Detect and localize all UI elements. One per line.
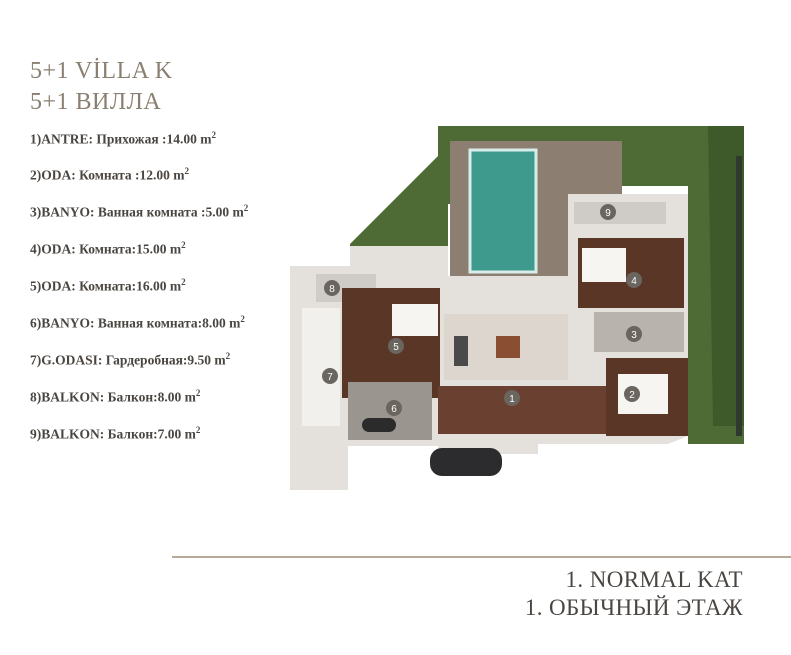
title-line-2: 5+1 ВИЛЛА — [30, 89, 162, 115]
room-item: 6)BANYO: Ванная комната:8.00 $m^2$ — [30, 314, 245, 331]
title-block — [30, 56, 173, 118]
room-marker-6 — [386, 400, 402, 416]
room-marker-2 — [624, 386, 640, 402]
svg-text:9: 9 — [605, 208, 611, 219]
svg-text:1: 1 — [509, 394, 515, 405]
room-marker-9 — [600, 204, 616, 220]
pool — [470, 150, 536, 272]
divider-line — [172, 556, 791, 558]
balcony-9 — [574, 202, 666, 224]
room-item: 1)ANTRE: Прихожая :14.00 $m^2$ — [30, 130, 217, 147]
room-item: 5)ODA: Комната:16.00 $m^2$ — [30, 277, 186, 294]
svg-text:4: 4 — [631, 276, 637, 287]
room-marker-5 — [388, 338, 404, 354]
dining-table — [454, 336, 468, 366]
entrance-1 — [438, 386, 608, 434]
room-item: 9)BALKON: Балкон:7.00 $m^2$ — [30, 425, 201, 442]
room-marker-7 — [322, 368, 338, 384]
title-line-1: 5+1 VİLLA K — [30, 58, 173, 84]
bathtub — [362, 418, 396, 432]
room-marker-1 — [504, 390, 520, 406]
room-marker-3 — [626, 326, 642, 342]
room-item: 4)ODA: Комната:15.00 $m^2$ — [30, 240, 186, 257]
floor-caption — [525, 566, 743, 622]
svg-text:7: 7 — [327, 372, 333, 383]
svg-text:8: 8 — [329, 284, 335, 295]
room-marker-4 — [626, 272, 642, 288]
svg-text:2: 2 — [629, 390, 635, 401]
floor-caption-line-2: 1. ОБЫЧНЫЙ ЭТАЖ — [524, 595, 743, 620]
rug — [496, 336, 520, 358]
fence — [736, 156, 742, 436]
svg-text:5: 5 — [393, 342, 399, 353]
car — [430, 448, 502, 476]
svg-text:3: 3 — [631, 330, 637, 341]
room-marker-8 — [324, 280, 340, 296]
floor-caption-line-1: 1. NORMAL KAT — [565, 567, 743, 592]
room-item: 8)BALKON: Балкон:8.00 $m^2$ — [30, 388, 201, 405]
svg-text:6: 6 — [391, 404, 397, 415]
room-item: 2)ODA: Комната :12.00 $m^2$ — [30, 166, 190, 183]
room-item: 3)BANYO: Ванная комната :5.00 $m^2$ — [30, 203, 249, 220]
floor-plan — [288, 126, 744, 490]
bed-4 — [582, 248, 626, 282]
wardrobe-7 — [302, 308, 340, 426]
room-item: 7)G.ODASI: Гардеробная:9.50 $m^2$ — [30, 351, 231, 368]
bed-5 — [392, 304, 438, 336]
